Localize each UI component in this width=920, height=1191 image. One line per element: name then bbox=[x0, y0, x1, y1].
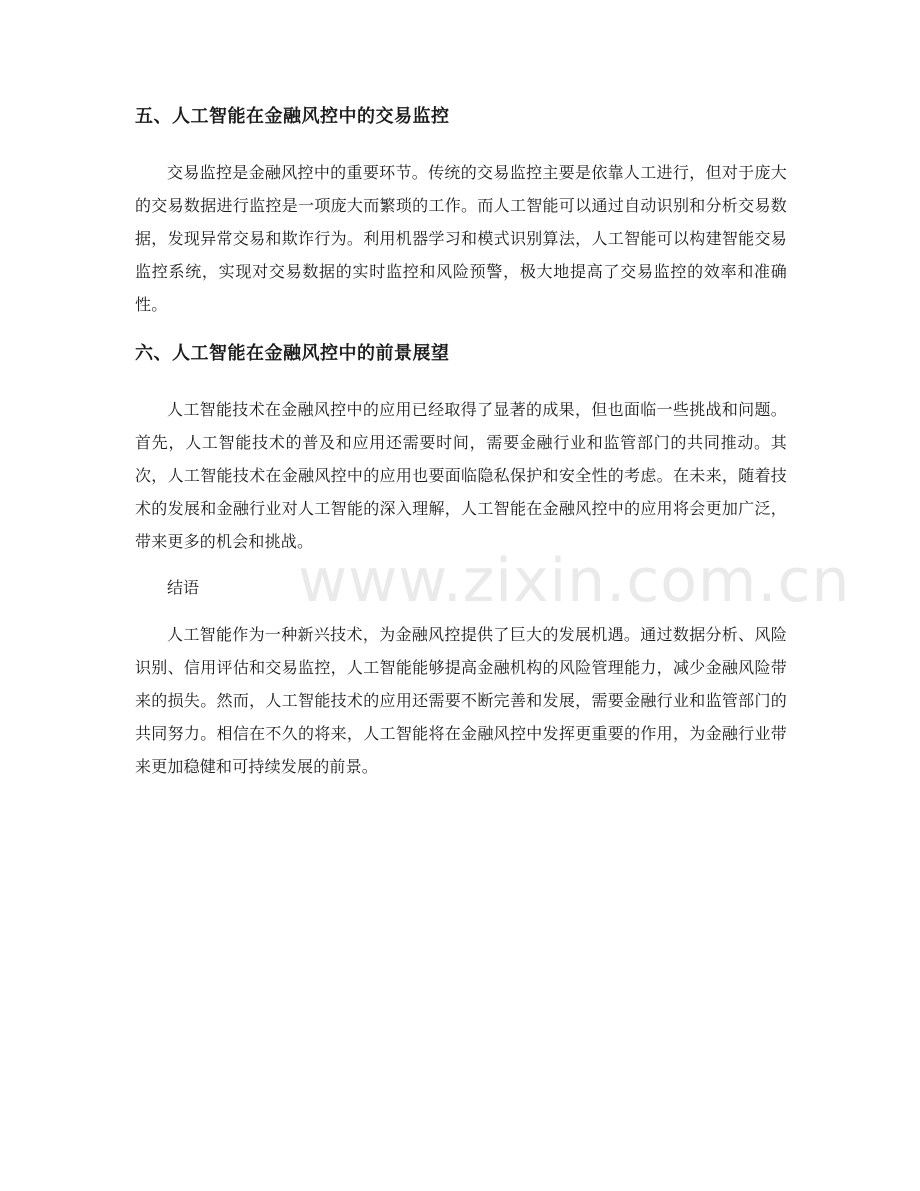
document-content bbox=[135, 103, 787, 783]
section-heading-transaction-monitoring: 五、人工智能在金融风控中的交易监控 bbox=[135, 106, 450, 127]
section-heading-outlook: 六、人工智能在金融风控中的前景展望 bbox=[135, 343, 450, 364]
conclusion-label: 结语 bbox=[167, 578, 200, 597]
section-paragraph-transaction-monitoring: 交易监控是金融风控中的重要环节。传统的交易监控主要是依靠人工进行，但对于庞大的交易数据进行监控是一项庞大而繁琐的工作。而人工智能可以通过自动识别和分析交易数据，发现异常交易和欺诈行为。利用机器学习和模式识别算法，人工智能可以构建智能交易监控系统，实现对交易数据的实时监控和风险预警，极大地提高了交易监控的效率和准确性。 bbox=[135, 163, 787, 314]
watermark-text: www.zixin.com.cn bbox=[298, 546, 851, 616]
section-paragraph-outlook: 人工智能技术在金融风控中的应用已经取得了显著的成果，但也面临一些挑战和问题。首先，人工智能技术的普及和应用还需要时间，需要金融行业和监管部门的共同推动。其次，人工智能技术在金融风控中的应用也要面临隐私保护和安全性的考虑。在未来，随着技术的发展和金融行业对人工智能的深入理解，人工智能在金融风控中的应用将会更加广泛，带来更多的机会和挑战。 bbox=[135, 400, 787, 551]
conclusion-paragraph: 人工智能作为一种新兴技术，为金融风控提供了巨大的发展机遇。通过数据分析、风险识别、信用评估和交易监控，人工智能能够提高金融机构的风险管理能力，减少金融风险带来的损失。然而，人工智能技术的应用还需要不断完善和发展，需要金融行业和监管部门的共同努力。相信在不久的将来，人工智能将在金融风控中发挥更重要的作用，为金融行业带来更加稳健和可持续发展的前景。 bbox=[135, 625, 787, 776]
